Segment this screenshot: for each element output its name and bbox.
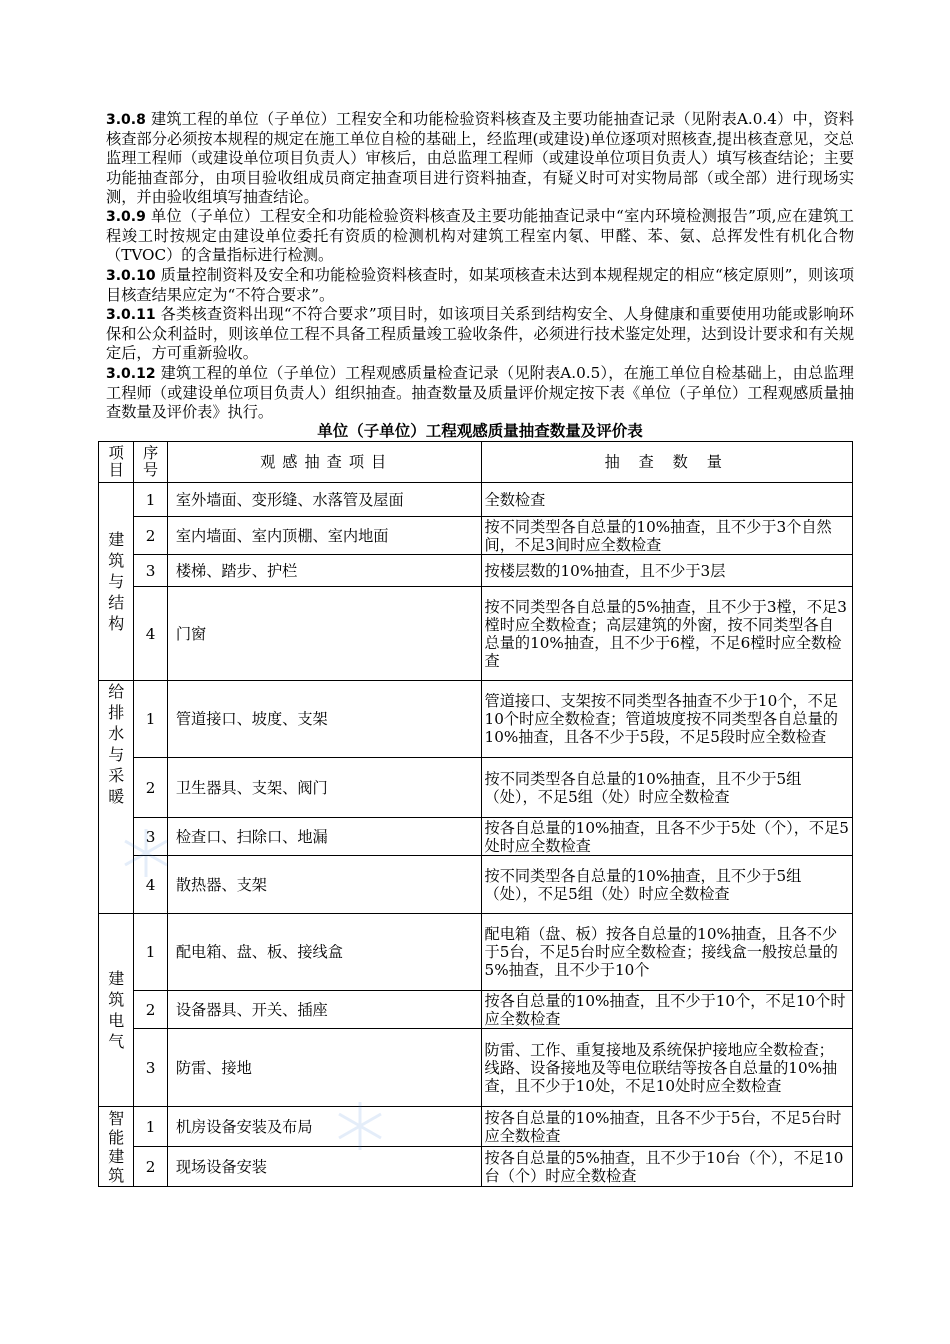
table-row [99, 758, 853, 818]
seq-cell: 4 [134, 856, 167, 914]
seq-cell: 3 [134, 818, 167, 856]
seq-cell: 2 [134, 991, 167, 1029]
paragraph-3-0-11 [106, 305, 854, 364]
header-qty: 抽 查 数 量 [481, 442, 852, 483]
snowflake-watermark-icon [332, 1098, 388, 1154]
item-cell: 防雷、接地 [167, 1029, 481, 1107]
clause-text: 各类核查资料出现“不符合要求”项目时，如该项目关系到结构安全、人身健康和重要使用功能或影响环保和公众利益时，则该单位工程不具备工程质量竣工验收条件，必须进行技术鉴定处理，达到设计要求和有关规定后，方可重新验收。 [106, 305, 855, 363]
item-cell: 配电箱、盘、板、接线盒 [167, 914, 481, 991]
category-cell: 给排水与采暖 [99, 681, 134, 914]
qty-cell: 按不同类型各自总量的10%抽查，且不少于5组（处），不足5组（处）时应全数检查 [481, 856, 852, 914]
item-cell: 现场设备安装 [167, 1147, 481, 1187]
item-cell: 楼梯、踏步、护栏 [167, 555, 481, 587]
category-cell: 建筑电气 [99, 914, 134, 1107]
table-row [99, 587, 853, 681]
clause-text: 单位（子单位）工程安全和功能检验资料核查及主要功能抽查记录中“室内环境检测报告”项,应在建筑工程竣工时按规定由建设单位委托有资质的检测机构对建筑工程室内氡、甲醛、苯、氨、总挥发性有机化合物（TVOC）的含量指标进行检测。 [106, 207, 854, 265]
qty-cell: 按各自总量的10%抽查，且各不少于5台，不足5台时应全数检查 [481, 1107, 852, 1147]
category-cell: 智能建筑 [99, 1107, 134, 1187]
qty-cell: 按楼层数的10%抽查，且不少于3层 [481, 555, 852, 587]
item-cell: 管道接口、坡度、支架 [167, 681, 481, 758]
table-row [99, 517, 853, 555]
table-row [99, 856, 853, 914]
table-row [99, 818, 853, 856]
qty-cell: 按不同类型各自总量的10%抽查，且不少于5组（处），不足5组（处）时应全数检查 [481, 758, 852, 818]
table-row [99, 991, 853, 1029]
qty-cell: 按不同类型各自总量的10%抽查，且不少于3个自然间，不足3间时应全数检查 [481, 517, 852, 555]
snowflake-watermark-icon [118, 825, 174, 881]
item-cell: 室外墙面、变形缝、水落管及屋面 [167, 483, 481, 517]
category-cell: 建筑与结构 [99, 483, 134, 681]
qty-cell: 按各自总量的10%抽查，且各不少于5处（个），不足5处时应全数检查 [481, 818, 852, 856]
table-header-row [99, 442, 853, 483]
seq-cell: 2 [134, 758, 167, 818]
clause-number: 3.0.12 [106, 365, 156, 382]
seq-cell: 2 [134, 1147, 167, 1187]
clause-text: 质量控制资料及安全和功能检验资料核查时，如某项核查未达到本规程规定的相应“核定原则”，则该项目核查结果应定为“不符合要求”。 [106, 265, 855, 304]
clause-number: 3.0.10 [106, 267, 156, 284]
item-cell: 散热器、支架 [167, 856, 481, 914]
table-row [99, 483, 853, 517]
qty-cell: 按不同类型各自总量的5%抽查，且不少于3樘，不足3樘时应全数检查；高层建筑的外窗，按不同类型各自总量的10%抽查，且不少于6樘，不足6樘时应全数检查 [481, 587, 852, 681]
table-row [99, 914, 853, 991]
qty-cell: 管道接口、支架按不同类型各抽查不少于10个，不足10个时应全数检查；管道坡度按不同类型各自总量的10%抽查，且各不少于5段，不足5段时应全数检查 [481, 681, 852, 758]
paragraph-3-0-9 [106, 207, 854, 266]
item-cell: 机房设备安装及布局 [167, 1107, 481, 1147]
qty-cell: 全数检查 [481, 483, 852, 517]
seq-cell: 1 [134, 483, 167, 517]
seq-cell: 2 [134, 517, 167, 555]
clause-text: 建筑工程的单位（子单位）工程观感质量检查记录（见附表A.0.5），在施工单位自检基础上，由总监理工程师（或建设单位项目负责人）组织抽查。抽查数量及质量评价规定按下表《单位（子单位）工程观感质量抽查数量及评价表》执行。 [106, 363, 854, 422]
table-row [99, 1147, 853, 1187]
paragraph-3-0-10 [106, 266, 854, 305]
seq-cell: 1 [134, 1107, 167, 1147]
seq-cell: 3 [134, 1029, 167, 1107]
paragraph-3-0-8 [106, 110, 854, 207]
table-row [99, 1107, 853, 1147]
clause-text: 建筑工程的单位（子单位）工程安全和功能检验资料核查及主要功能抽查记录（见附表A.0.4）中，资料核查部分必须按本规程的规定在施工单位自检的基础上，经监理(或建设)单位逐项对照核查,提出核查意见，交总监理工程师（或建设单位项目负责人）审核后，由总监理工程师（或建设单位项目负责人）填写核查结论；主要功能抽查部分，由项目验收组成员商定抽查项目进行资料抽查，有疑义时可对实物局部（或全部）进行现场实测，并由验收组填写抽查结论。 [106, 110, 854, 206]
clause-number: 3.0.9 [106, 209, 146, 226]
seq-cell: 1 [134, 681, 167, 758]
item-cell: 门窗 [167, 587, 481, 681]
qty-cell: 按各自总量的5%抽查，且不少于10台（个），不足10台（个）时应全数检查 [481, 1147, 852, 1187]
evaluation-table [98, 441, 853, 1187]
item-cell: 卫生器具、支架、阀门 [167, 758, 481, 818]
clause-number: 3.0.8 [106, 112, 146, 128]
seq-cell: 4 [134, 587, 167, 681]
item-cell: 室内墙面、室内顶棚、室内地面 [167, 517, 481, 555]
seq-cell: 3 [134, 555, 167, 587]
clause-number: 3.0.11 [106, 307, 156, 324]
item-cell: 设备器具、开关、插座 [167, 991, 481, 1029]
header-seq: 序号 [134, 442, 167, 483]
qty-cell: 配电箱（盘、板）按各自总量的10%抽查，且各不少于5台，不足5台时应全数检查；接线盒一般按总量的5%抽查，且不少于10个 [481, 914, 852, 991]
header-category: 项目 [99, 442, 134, 483]
item-cell: 检查口、扫除口、地漏 [167, 818, 481, 856]
header-item: 观感抽查项目 [167, 442, 481, 483]
document-page [106, 110, 854, 1187]
table-row [99, 681, 853, 758]
table-title: 单位（子单位）工程观感质量抽查数量及评价表 [317, 422, 643, 441]
qty-cell: 防雷、工作、重复接地及系统保护接地应全数检查；线路、设备接地及等电位联结等按各自总量的10%抽查，且不少于10处，不足10处时应全数检查 [481, 1029, 852, 1107]
table-row [99, 555, 853, 587]
paragraph-3-0-12 [106, 364, 854, 423]
table-row [99, 1029, 853, 1107]
seq-cell: 1 [134, 914, 167, 991]
qty-cell: 按各自总量的10%抽查，且不少于10个，不足10个时应全数检查 [481, 991, 852, 1029]
